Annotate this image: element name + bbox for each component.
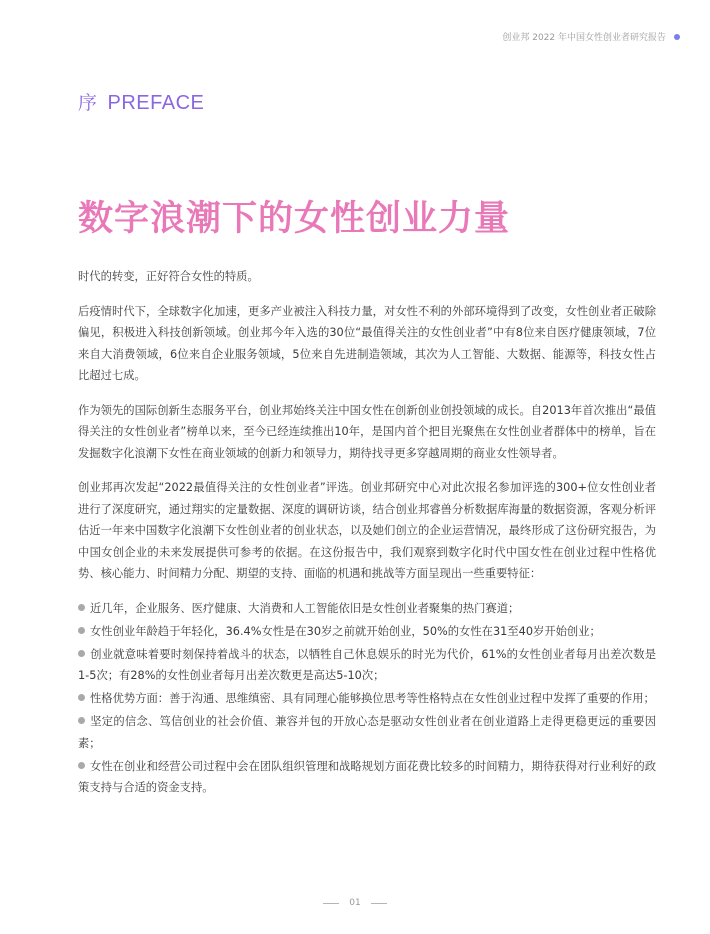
section-label	[78, 88, 204, 115]
bullet-icon	[78, 717, 85, 724]
list-item	[78, 711, 656, 754]
paragraph: 作为领先的国际创新生态服务平台，创业邦始终关注中国女性在创新创业创投领域的成长。自2013年首次推出“最值得关注的女性创业者”榜单以来，至今已经连续推出10年，是国内首个把目光聚焦在女性创业者群体中的榜单，旨在发掘数字化浪潮下女性在商业领域的创新力和领导力，期待找寻更多穿越周期的商业女性领导者。	[78, 403, 656, 460]
list-item-text: 性格优势方面：善于沟通、思维缜密、具有同理心能够换位思考等性格特点在女性创业过程中发挥了重要的作用；	[90, 692, 655, 705]
header-title: 创业邦 2022 年中国女性创业者研究报告	[502, 33, 666, 43]
footer-divider-left	[323, 903, 339, 904]
list-item	[78, 621, 656, 643]
section-label-cn: 序	[78, 92, 98, 114]
paragraph: 创业邦再次发起“2022最值得关注的女性创业者”评选。创业邦研究中心对此次报名参加评选的300+位女性创业者进行了深度研究，通过翔实的定量数据、深度的调研访谈，结合创业邦睿兽分析数据库海量的数据资源，客观分析评估近一年来中国数字化浪潮下女性创业者的创业状态，以及她们创立的企业运营情况，最终形成了这份研究报告，为中国女创企业的未来发展提供可参考的依据。在这份报告中，我们观察到数字化时代中国女性在创业过程中性格优势、核心能力、时间精力分配、期望的支持、面临的机遇和挑战等方面呈现出一些重要特征：	[78, 481, 656, 580]
list-item	[78, 598, 656, 620]
bullet-icon	[78, 650, 85, 657]
list-item-text: 女性在创业和经营公司过程中会在团队组织管理和战略规划方面花费比较多的时间精力，期待获得对行业利好的政策支持与合适的资金支持。	[78, 759, 656, 794]
page-number: 01	[349, 898, 361, 908]
list-item	[78, 644, 656, 687]
bullet-icon	[78, 604, 85, 611]
body-content	[78, 266, 656, 800]
key-findings-list	[78, 598, 656, 799]
section-label-en: PREFACE	[107, 92, 205, 114]
list-item-text: 坚定的信念、笃信创业的社会价值、兼容并包的开放心态是驱动女性创业者在创业道路上走得更稳更远的重要因素；	[78, 715, 656, 750]
bullet-icon	[78, 762, 85, 769]
list-item-text: 创业就意味着要时刻保持着战斗的状态，以牺牲自己休息娱乐的时光为代价，61%的女性创业者每月出差次数是1-5次；有28%的女性创业者每月出差次数更是高达5-10次；	[78, 647, 656, 682]
list-item	[78, 688, 656, 710]
page-title: 数字浪潮下的女性创业力量	[78, 199, 511, 239]
page-footer	[0, 898, 710, 908]
list-item-text: 女性创业年龄趋于年轻化，36.4%女性是在30岁之前就开始创业，50%的女性在31至40岁开始创业；	[90, 624, 601, 638]
list-item-text: 近几年，企业服务、医疗健康、大消费和人工智能依旧是女性创业者聚集的热门赛道；	[90, 601, 520, 615]
footer-divider-right	[371, 903, 387, 904]
paragraph: 后疫情时代下，全球数字化加速，更多产业被注入科技力量，对女性不利的外部环境得到了改变，女性创业者正破除偏见，积极进入科技创新领域。创业邦今年入选的30位“最值得关注的女性创业者”中有8位来自医疗健康领域，7位来自大消费领域，6位来自企业服务领域，5位来自先进制造领域，其次为人工智能、大数据、能源等，科技女性占比超过七成。	[78, 304, 656, 382]
list-item	[78, 756, 656, 799]
paragraph-intro: 时代的转变，正好符合女性的特质。	[78, 270, 259, 283]
bullet-icon	[78, 694, 85, 701]
bullet-icon	[78, 627, 85, 634]
running-header	[502, 30, 680, 43]
header-dot-icon	[674, 34, 680, 40]
